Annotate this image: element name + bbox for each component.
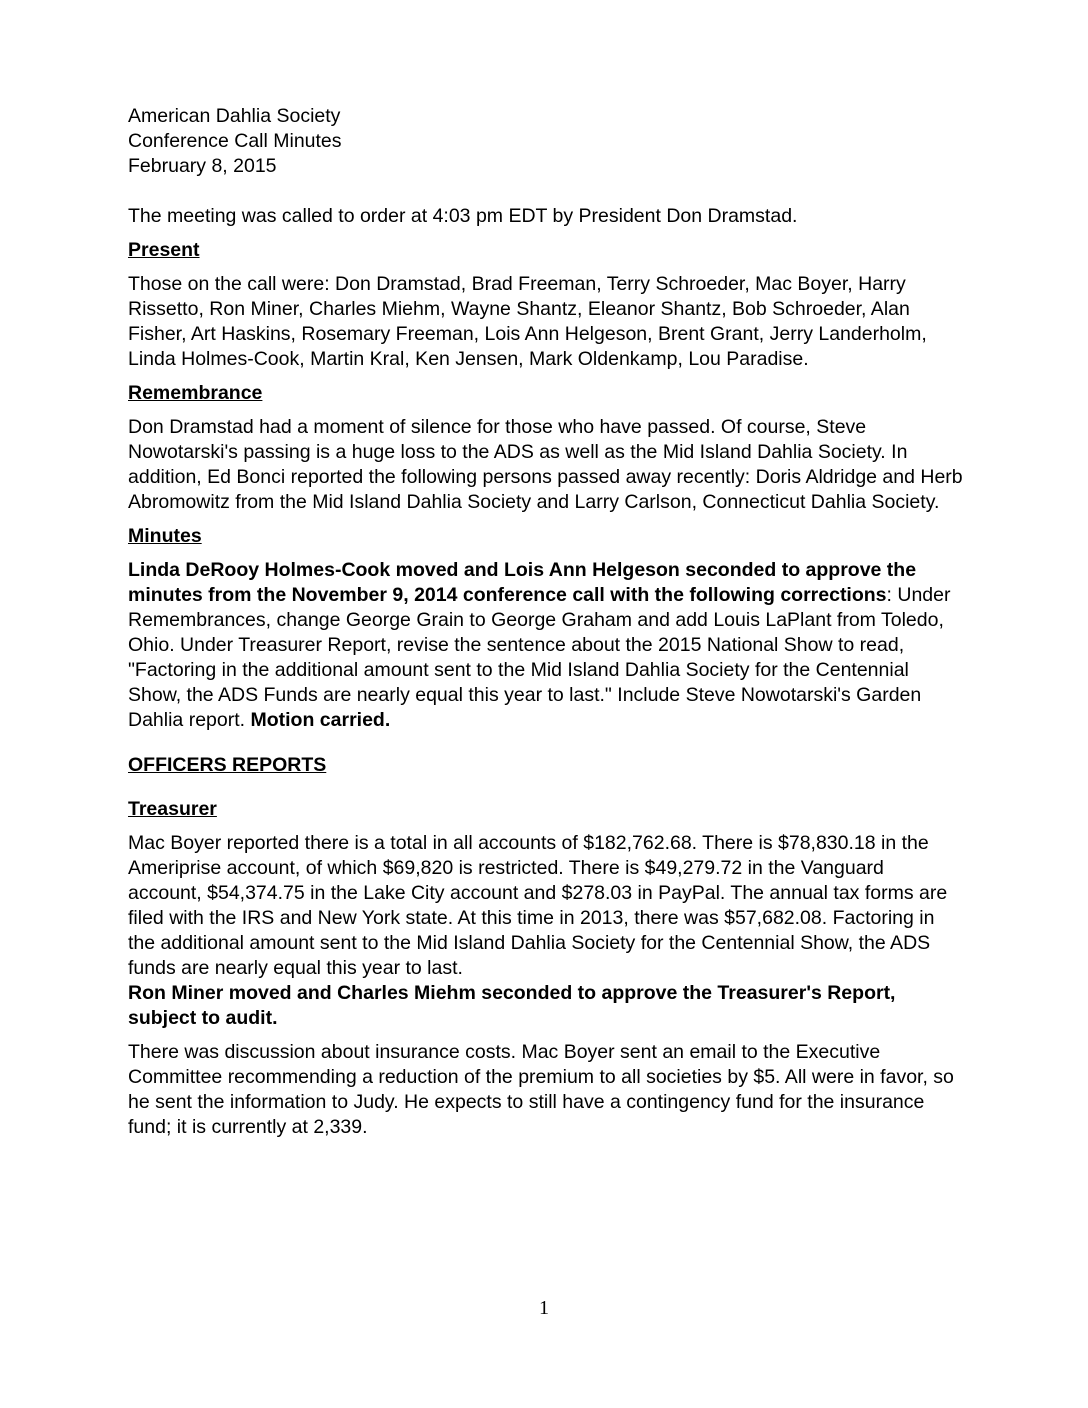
- treasurer-text: Mac Boyer reported there is a total in all accounts of $182,762.68. There is $78,830.18 in the Ameriprise account, of which $69,820 is restricted. There is $49,279.72 in the Vanguard account, $54,374.75 in the Lake City account and $278.03 in PayPal. The annual tax forms are filed with the IRS and New York state. At this time in 2013, there was $57,682.08. Factoring in the additional amount sent to the Mid Island Dahlia Society for the Centennial Show, the ADS funds are nearly equal this year to last.: [128, 832, 948, 979]
- minutes-paragraph: [128, 558, 963, 733]
- opening-statement: The meeting was called to order at 4:03 pm EDT by President Don Dramstad.: [128, 205, 798, 227]
- treasurer-motion: Ron Miner moved and Charles Miehm seconded to approve the Treasurer's Report, subject to audit.: [128, 982, 896, 1029]
- present-heading: Present: [128, 239, 200, 261]
- remembrance-heading: Remembrance: [128, 382, 263, 404]
- remembrance-text: Don Dramstad had a moment of silence for those who have passed. Of course, Steve Nowotarski's passing is a huge loss to the ADS as well as the Mid Island Dahlia Society. In addition, Ed Bonci reported the following persons passed away recently: Doris Aldridge and Herb Abromowitz from the Mid Island Dahlia Society and Larry Carlson, Connecticut Dahlia Society.: [128, 416, 963, 513]
- org-name: American Dahlia Society: [128, 105, 341, 127]
- document-title: Conference Call Minutes: [128, 130, 342, 152]
- present-text: Those on the call were: Don Dramstad, Brad Freeman, Terry Schroeder, Mac Boyer, Harry Rissetto, Ron Miner, Charles Miehm, Wayne Shantz, Eleanor Shantz, Bob Schroeder, Alan Fisher, Art Haskins, Rosemary Freeman, Lois Ann Helgeson, Brent Grant, Jerry Landerholm, Linda Holmes-Cook, Martin Kral, Ken Jensen, Mark Oldenkamp, Lou Paradise.: [128, 273, 927, 370]
- document-page: [128, 104, 963, 1140]
- document-header: [128, 104, 963, 179]
- meeting-date: February 8, 2015: [128, 155, 277, 177]
- motion-carried: Motion carried.: [250, 709, 391, 731]
- page-number: 1: [539, 1297, 549, 1319]
- insurance-text: There was discussion about insurance costs. Mac Boyer sent an email to the Executive Committee recommending a reduction of the premium to all societies by $5. All were in favor, so he sent the information to Judy. He expects to still have a contingency fund for the insurance fund; it is currently at 2,339.: [128, 1041, 954, 1138]
- minutes-heading: Minutes: [128, 525, 202, 547]
- minutes-motion: Linda DeRooy Holmes-Cook moved and Lois Ann Helgeson seconded to approve the minutes from the November 9, 2014 conference call with the following corrections: [128, 559, 917, 606]
- treasurer-heading: Treasurer: [128, 798, 217, 820]
- officers-reports-heading: OFFICERS REPORTS: [128, 754, 327, 776]
- minutes-corrections: : Under Remembrances, change George Grain to George Graham and add Louis LaPlant from Toledo, Ohio. Under Treasurer Report, revise the sentence about the 2015 National Show to read, "Factoring in the additional amount sent to the Mid Island Dahlia Society for the Centennial Show, the ADS Funds are nearly equal this year to last." Include Steve Nowotarski's Garden Dahlia report.: [128, 584, 951, 731]
